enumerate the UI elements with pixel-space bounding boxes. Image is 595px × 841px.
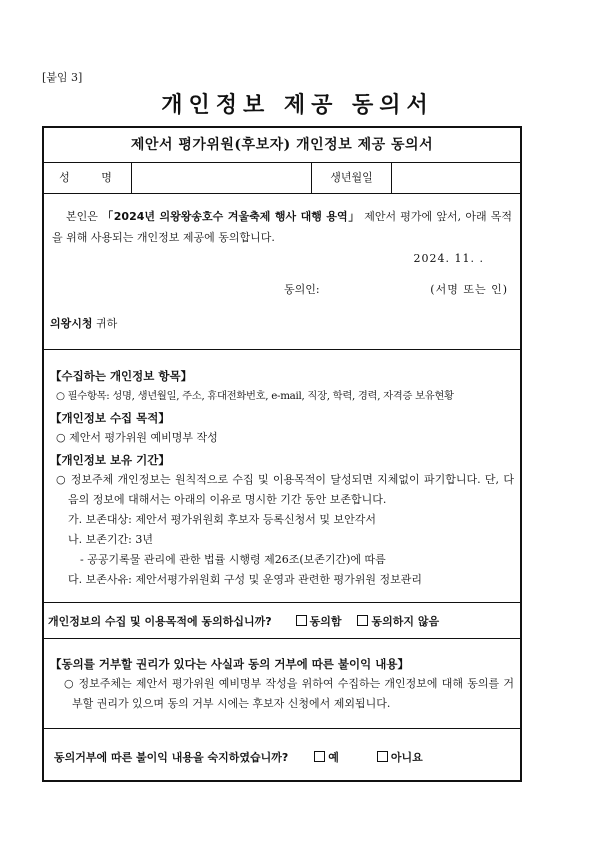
refusal-body: ○ 정보주체는 제안서 평가위원 예비명부 작성을 위하여 수집하는 개인정보에 대해 동의를 거부할 권리가 있으며 동의 거부 시에는 후보자 신청에서 제외됩니다. (64, 677, 514, 710)
recipient (50, 315, 117, 331)
retention-item: ○ 정보주체 개인정보는 원칙적으로 수집 및 이용목적이 달성되면 지체없이 파기합니다. 단, 다음의 정보에 대해서는 아래의 이유로 명시한 기간 동안 보존합니다. (56, 473, 514, 506)
consent-prefix: 본인은 (66, 210, 103, 223)
recipient-suffix: 귀하 (92, 317, 118, 330)
no-checkbox[interactable] (377, 751, 388, 762)
consent-question-row (44, 603, 520, 639)
name-field[interactable] (132, 163, 312, 193)
consent-question: 개인정보의 수집 및 이용목적에 동의하십니까? (48, 614, 272, 628)
retention-period: 나. 보존기간: 3년 (68, 533, 153, 546)
consent-form (42, 126, 522, 782)
form-heading: 제안서 평가위원(후보자) 개인정보 제공 동의서 (44, 128, 520, 163)
yes-checkbox[interactable] (314, 751, 325, 762)
signer-label: 동의인: (284, 283, 320, 296)
disagree-checkbox[interactable] (357, 615, 368, 626)
agree-option[interactable] (296, 613, 342, 629)
consent-suffix: 제안서 평가에 앞서, 아래 목적을 위해 사용되는 개인정보 제공에 동의합니다. (52, 210, 513, 244)
refusal-section (44, 639, 520, 729)
identity-row (44, 163, 520, 194)
no-option[interactable] (377, 749, 423, 765)
agree-label: 동의함 (309, 614, 342, 628)
recipient-name: 의왕시청 (50, 317, 93, 330)
retention-law: - 공공기록물 관리에 관한 법률 시행령 제26조(보존기간)에 따름 (80, 553, 386, 566)
purpose-heading: 【개인정보 수집 목적】 (50, 411, 170, 425)
consent-date: 2024. 11. . (413, 252, 484, 265)
acknowledge-question-row (44, 729, 520, 785)
agree-checkbox[interactable] (296, 615, 307, 626)
attachment-label: [붙임 3] (42, 71, 83, 84)
signature-field[interactable]: (서명 또는 인) (430, 283, 508, 296)
collect-heading: 【수집하는 개인정보 항목】 (50, 369, 193, 383)
retention-reason: 다. 보존사유: 제안서평가위원회 구성 및 운영과 관련한 평가위원 정보관리 (68, 573, 422, 586)
page-title: 개인정보 제공 동의서 (161, 92, 434, 118)
name-label: 성 명 (44, 163, 132, 193)
disagree-option[interactable] (357, 613, 439, 629)
consent-section (44, 194, 520, 350)
no-label: 아니요 (390, 751, 423, 764)
yes-label: 예 (328, 751, 339, 764)
info-section (44, 350, 520, 603)
yes-option[interactable] (314, 749, 339, 765)
project-name: 「2024년 의왕왕송호수 겨울축제 행사 대행 용역」 (102, 210, 361, 223)
retention-target: 가. 보존대상: 제안서 평가위원회 후보자 등록신청서 및 보안각서 (68, 513, 376, 526)
birthdate-field[interactable] (392, 163, 520, 193)
consent-statement (52, 206, 512, 248)
retention-heading: 【개인정보 보유 기간】 (50, 453, 170, 467)
refusal-heading: 【동의를 거부할 권리가 있다는 사실과 동의 거부에 따른 불이익 내용】 (50, 657, 409, 671)
collect-items: ○ 필수항목: 성명, 생년월일, 주소, 휴대전화번호, e-mail, 직장, 학력, 경력, 자격증 보유현황 (56, 390, 454, 402)
purpose-item: ○ 제안서 평가위원 예비명부 작성 (56, 431, 218, 444)
disagree-label: 동의하지 않음 (371, 614, 440, 628)
birthdate-label: 생년월일 (312, 163, 392, 193)
acknowledge-question: 동의거부에 따른 불이익 내용을 숙지하였습니까? (54, 751, 289, 764)
